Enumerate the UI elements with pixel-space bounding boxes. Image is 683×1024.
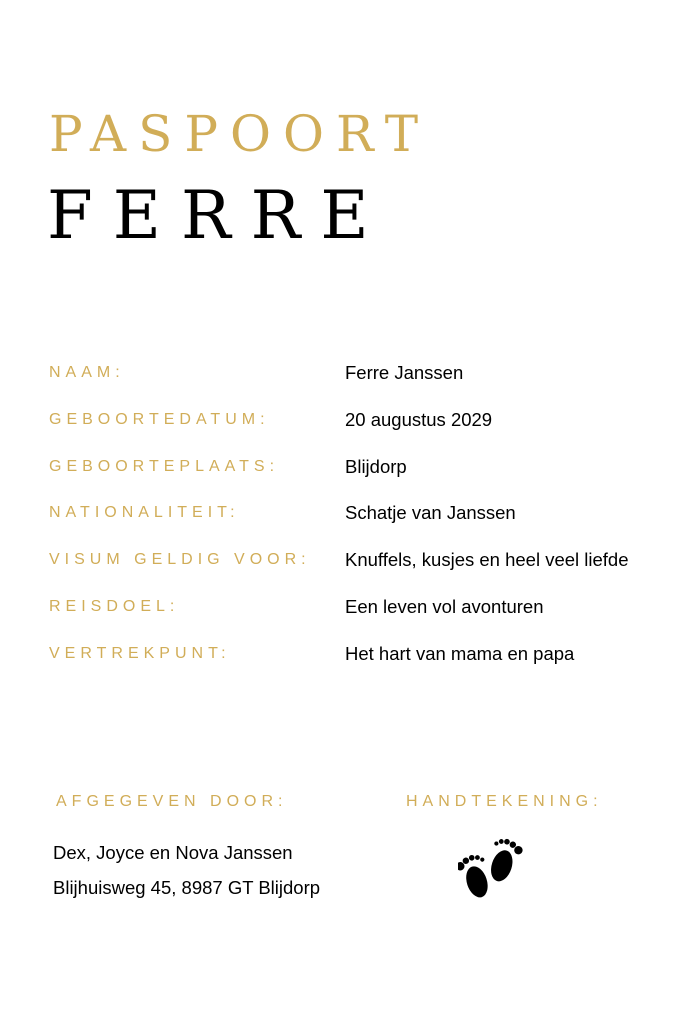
passport-title: PASPOORT [49,105,431,163]
signature-label: HANDTEKENING: [406,793,603,810]
field-row-vertrekpunt [49,641,679,688]
field-label: NATIONALITEIT: [49,504,240,522]
child-name-title: FERRE [47,177,389,254]
passport-fields [49,360,679,688]
field-row-reisdoel [49,594,679,641]
field-label: VISUM GELDIG VOOR: [49,551,311,569]
issued-by-label: AFGEGEVEN DOOR: [56,793,288,810]
field-label: VERTREKPUNT: [49,644,231,662]
field-value: Knuffels, kusjes en heel veel liefde [345,549,629,571]
issuer-names: Dex, Joyce en Nova Janssen [53,842,293,863]
field-label: GEBOORTEPLAATS: [49,457,280,475]
field-value: Het hart van mama en papa [345,642,575,664]
field-value: Een leven vol avonturen [345,595,544,617]
field-row-naam [49,360,679,407]
field-label: NAAM: [49,364,125,381]
field-value: Ferre Janssen [345,362,464,383]
field-row-visum [49,547,679,594]
field-label: GEBOORTEDATUM: [49,410,270,428]
baby-footprints-icon [458,835,524,903]
field-row-nationaliteit [49,500,679,547]
field-value: Schatje van Janssen [345,502,516,524]
issuer-address: Blijhuisweg 45, 8987 GT Blijdorp [53,877,321,898]
field-row-geboorteplaats [49,454,679,501]
field-row-geboortedatum [49,407,679,454]
field-value: 20 augustus 2029 [345,408,493,430]
field-label: REISDOEL: [49,597,180,615]
field-value: Blijdorp [345,455,407,477]
